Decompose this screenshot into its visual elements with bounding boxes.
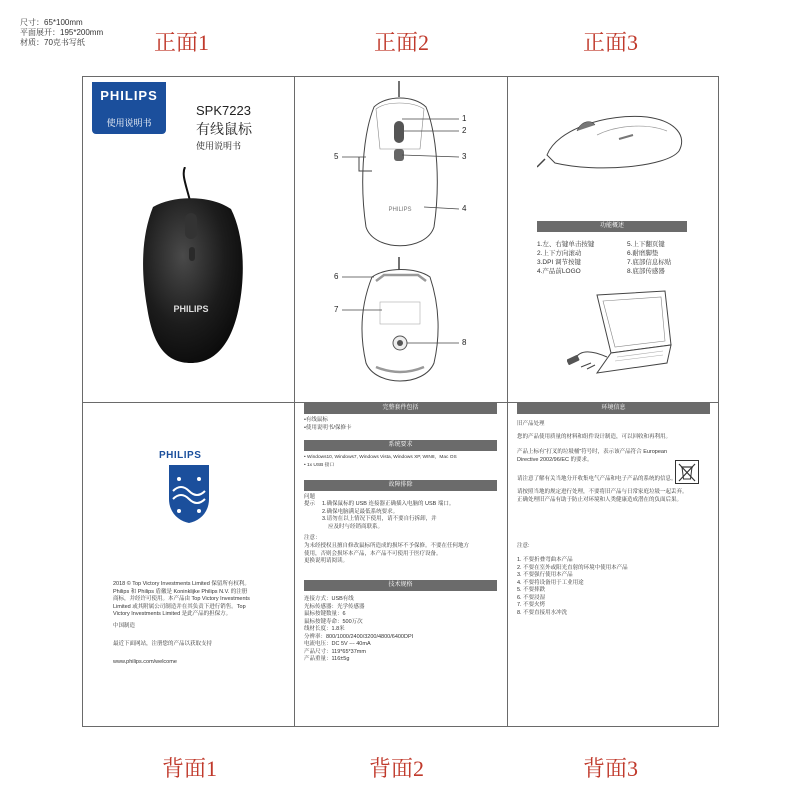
system-item: • 1x USB 接口 bbox=[304, 462, 335, 468]
disposal-line: 请按照当地的规定进行处理，不要将旧产品与日常家庭垃圾一起丢弃。 bbox=[517, 489, 688, 495]
caution-title: 注意: bbox=[517, 543, 530, 549]
tech-list bbox=[304, 596, 413, 664]
trouble-item: 应及时与经销商联系。 bbox=[328, 523, 384, 530]
env-header: 环境信息 bbox=[517, 403, 710, 414]
functions-panel bbox=[507, 77, 720, 402]
note-line: 使用，否则会损坏本产品，本产品不可使用于医疗设备。 bbox=[304, 550, 442, 557]
trouble-item: 1.确保鼠标的 USB 连接器正确插入电脑的 USB 端口。 bbox=[322, 501, 455, 507]
manual-label: 使用说明书 bbox=[106, 118, 152, 128]
weee-bin-icon bbox=[675, 460, 699, 484]
callout-8: 8 bbox=[462, 338, 467, 347]
tech-item: 鼠标按键数量：6 bbox=[304, 611, 346, 617]
label-back1: 背面1 bbox=[162, 756, 218, 781]
mouse-diagram bbox=[294, 77, 507, 402]
label-back3: 背面3 bbox=[583, 756, 639, 781]
package-list bbox=[304, 417, 351, 432]
disposal-p4 bbox=[517, 489, 688, 504]
tech-item: 连接方式：USB有线 bbox=[304, 596, 354, 602]
function-2: 2.上下方向滚动 bbox=[537, 250, 582, 257]
brand-name: PHILIPS bbox=[100, 88, 158, 103]
tech-item: 鼠标按键寿命：500万次 bbox=[304, 618, 363, 625]
spec-size: 尺寸：65*100mm bbox=[20, 18, 83, 27]
trouble-header: 故障排除 bbox=[304, 480, 497, 491]
caution-item: 5. 不要摔跌 bbox=[517, 587, 546, 593]
philips-shield-icon bbox=[167, 463, 211, 525]
tech-item: 产品尺寸：119*65*37mm bbox=[304, 648, 366, 655]
copyright-text bbox=[113, 581, 250, 619]
package-item: •有线鼠标 bbox=[304, 417, 328, 423]
system-list bbox=[304, 454, 457, 469]
function-3: 3.DPI 调节按键 bbox=[537, 259, 582, 266]
problem-label: 问题 bbox=[304, 494, 316, 500]
tech-header: 技术规格 bbox=[304, 580, 497, 591]
back2-panel bbox=[294, 403, 507, 728]
disposal-line: Directive 2002/96/EC 的要求。 bbox=[517, 456, 593, 463]
function-8: 8.底部传感器 bbox=[627, 268, 665, 275]
copyright-line: 2018 © Top Victory Investments Limited 保留所有权利。 bbox=[113, 581, 250, 587]
spec-flat: 平面展开：195*200mm bbox=[20, 28, 104, 37]
label-back2: 背面2 bbox=[369, 756, 425, 781]
mouse-side-view bbox=[537, 107, 687, 177]
functions-header: 功能概述 bbox=[537, 221, 687, 232]
caution-item: 4. 不要将设备用于工业用途 bbox=[517, 579, 584, 586]
mouse-photo bbox=[133, 167, 253, 367]
model-number: SPK7223 bbox=[196, 103, 251, 118]
caution-item: 2. 不要在室外或阳光直射的环境中使用本产品 bbox=[517, 564, 628, 571]
caution-list bbox=[517, 557, 628, 617]
tip-label: 提示 bbox=[304, 501, 316, 507]
caution-item: 8. 不要直接用水冲洗 bbox=[517, 609, 568, 616]
callout-3: 3 bbox=[462, 152, 467, 161]
disposal-p3: 请注意了解有关当地分开收集电气产品和电子产品的系统的信息。 bbox=[517, 476, 677, 482]
copyright-line: 商标，并经许可使用。本产品由 Top Victory Investments bbox=[113, 596, 250, 602]
label-front2: 正面2 bbox=[374, 30, 430, 55]
callout-5: 5 bbox=[334, 152, 339, 161]
back3-panel bbox=[507, 403, 720, 728]
spec-block bbox=[20, 18, 103, 48]
system-item: • Windows10, Windows7, Windows Vista, Windows XP, WIN8，Mac OS bbox=[304, 455, 457, 460]
functions-left bbox=[537, 240, 594, 276]
service-note: 最近下面网站，注册您的产品以获取支持 bbox=[113, 641, 213, 647]
diagram-panel bbox=[294, 77, 507, 402]
trouble-item: 3.请勿在以上情况下使用，请不要自行拆卸，并 bbox=[322, 516, 437, 522]
disposal-p2 bbox=[517, 449, 667, 464]
note-title: 注意： bbox=[304, 535, 321, 541]
tech-item: 线材长度：1.8米 bbox=[304, 626, 345, 632]
package-header: 完整套件包括 bbox=[304, 403, 497, 414]
tech-item: 电流电压：DC 5V --- 40mA bbox=[304, 641, 371, 647]
callout-1: 1 bbox=[462, 114, 467, 123]
function-4: 4.产品前LOGO bbox=[537, 268, 581, 275]
fold-sheet bbox=[82, 76, 719, 727]
laptop-illustration bbox=[567, 287, 677, 377]
back-brand-name: PHILIPS bbox=[159, 450, 202, 461]
label-front3: 正面3 bbox=[583, 30, 639, 55]
trouble-item: 2.确保电脑满足最低系统要求。 bbox=[322, 508, 399, 515]
tech-item: 产品重量：116±5g bbox=[304, 656, 350, 662]
caution-item: 3. 不要强行使用本产品 bbox=[517, 572, 573, 578]
philips-logo bbox=[92, 82, 166, 134]
product-title: 有线鼠标 bbox=[196, 121, 252, 137]
disposal-title: 旧产品处理 bbox=[517, 421, 545, 427]
disposal-p1: 您的产品使用质量的材料和组件设计制造，可以回收和再利用。 bbox=[517, 434, 672, 440]
note-text bbox=[304, 543, 469, 566]
disposal-line: 产品上标有“打叉的垃圾桶”符号时，表示该产品符合 European bbox=[517, 449, 668, 455]
function-5: 5.上下翻页键 bbox=[627, 241, 665, 248]
callout-7: 7 bbox=[334, 305, 339, 314]
callout-2: 2 bbox=[462, 126, 467, 135]
callout-6: 6 bbox=[334, 272, 339, 281]
trouble-list bbox=[322, 501, 454, 531]
function-1: 1.左、右键单击按键 bbox=[537, 241, 595, 248]
function-6: 6.耐磨脚垫 bbox=[627, 250, 659, 257]
system-header: 系统要求 bbox=[304, 440, 497, 451]
website-url[interactable]: www.philips.com/welcome bbox=[113, 659, 177, 665]
copyright-line: Victory Investments Limited 是此产品的担保方。 bbox=[113, 611, 232, 617]
package-item: •使用说明书/保修卡 bbox=[304, 424, 352, 431]
copyright-line: Limited 或其附属公司制造并在其负责下进行销售。Top bbox=[113, 603, 246, 610]
tech-item: 光标传感器：光学传感器 bbox=[304, 603, 365, 610]
function-7: 7.底部信息标贴 bbox=[627, 259, 672, 266]
spec-material: 材质：70克书写纸 bbox=[20, 38, 85, 47]
product-subtitle: 使用说明书 bbox=[196, 141, 242, 151]
back1-panel bbox=[83, 403, 294, 728]
caution-item: 7. 不要火烤 bbox=[517, 602, 546, 608]
cover-panel bbox=[83, 77, 294, 402]
tech-item: 分辨率：800/1000/2400/3200/4800/6400DPI bbox=[304, 633, 414, 640]
caution-item: 1. 不要折叠弯曲本产品 bbox=[517, 557, 573, 563]
made-in: 中国制造 bbox=[113, 623, 136, 629]
label-front1: 正面1 bbox=[154, 30, 210, 55]
note-line: 更换说明请阅读。 bbox=[304, 558, 349, 564]
mouse-brand-text: PHILIPS bbox=[173, 304, 209, 314]
copyright-line: Philips 和 Philips 盾徽是 Koninklijke Philips N.V. 的注册 bbox=[113, 588, 248, 595]
caution-item: 6. 不要浸湿 bbox=[517, 594, 546, 601]
functions-right bbox=[627, 240, 671, 276]
diagram-brand-text: PHILIPS bbox=[388, 207, 412, 213]
callout-4: 4 bbox=[462, 204, 467, 213]
note-line: 为未经授权且擅自修改鼠标所造成的损坏不予保修。不要在任何地方 bbox=[304, 543, 470, 549]
disposal-line: 正确处理旧产品有助于防止对环境和人类健康造成潜在的负面后果。 bbox=[517, 496, 683, 503]
